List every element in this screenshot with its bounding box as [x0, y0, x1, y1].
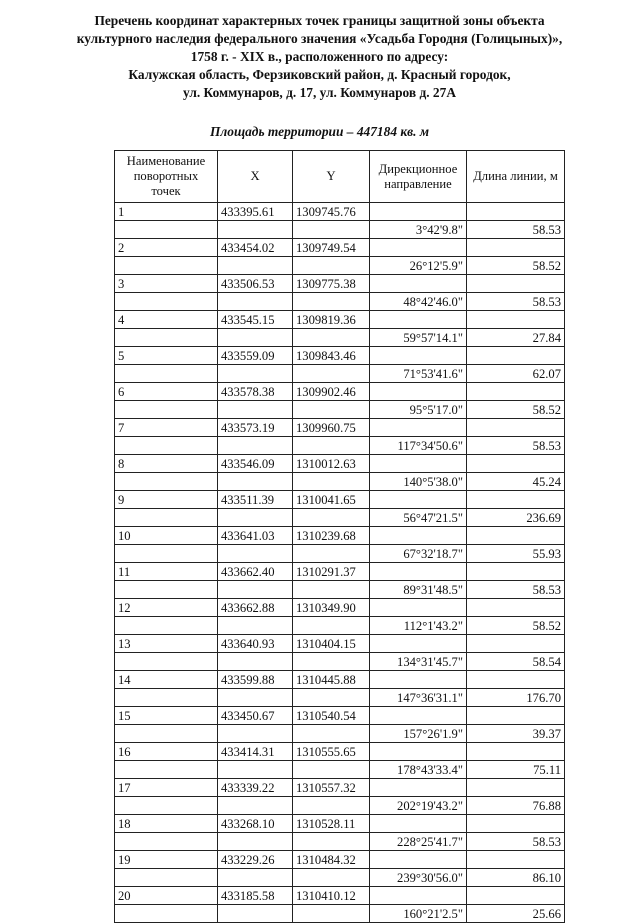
y-cell [293, 401, 370, 419]
direction-cell [370, 707, 467, 725]
direction-cell [370, 383, 467, 401]
direction-cell: 202°19'43.2" [370, 797, 467, 815]
y-cell [293, 869, 370, 887]
table-row [115, 545, 565, 563]
length-cell: 236.69 [467, 509, 565, 527]
x-cell: 433545.15 [218, 311, 293, 329]
point-name-cell [115, 509, 218, 527]
point-name-cell [115, 617, 218, 635]
table-row [115, 293, 565, 311]
x-cell: 433546.09 [218, 455, 293, 473]
x-cell [218, 257, 293, 275]
length-cell [467, 743, 565, 761]
point-name-cell [115, 797, 218, 815]
y-cell [293, 761, 370, 779]
table-row [115, 743, 565, 761]
table-row [115, 761, 565, 779]
table-row [115, 635, 565, 653]
x-cell [218, 509, 293, 527]
title-line-5: ул. Коммунаров, д. 17, ул. Коммунаров д. 27А [182, 85, 456, 100]
direction-cell: 160°21'2.5" [370, 905, 467, 923]
point-name-cell: 13 [115, 635, 218, 653]
direction-cell [370, 275, 467, 293]
x-cell: 433454.02 [218, 239, 293, 257]
point-name-cell: 4 [115, 311, 218, 329]
title-line-1: Перечень координат характерных точек границы защитной зоны объекта [94, 13, 545, 28]
direction-cell: 117°34'50.6" [370, 437, 467, 455]
header-direction: Дирекционное направление [370, 151, 467, 203]
point-name-cell [115, 545, 218, 563]
table-row [115, 905, 565, 923]
direction-cell [370, 815, 467, 833]
direction-cell: 59°57'14.1" [370, 329, 467, 347]
x-cell: 433185.58 [218, 887, 293, 905]
length-cell: 176.70 [467, 689, 565, 707]
direction-cell: 71°53'41.6" [370, 365, 467, 383]
title-line-2: культурного наследия федерального значения «Усадьба Городня (Голицыных)», [76, 31, 563, 46]
y-cell [293, 509, 370, 527]
table-row [115, 689, 565, 707]
x-cell [218, 581, 293, 599]
table-row [115, 329, 565, 347]
y-cell: 1310041.65 [293, 491, 370, 509]
direction-cell [370, 671, 467, 689]
length-cell [467, 419, 565, 437]
y-cell: 1310012.63 [293, 455, 370, 473]
y-cell [293, 257, 370, 275]
table-row [115, 779, 565, 797]
x-cell: 433641.03 [218, 527, 293, 545]
x-cell [218, 797, 293, 815]
y-cell: 1309749.54 [293, 239, 370, 257]
length-cell [467, 527, 565, 545]
point-name-cell [115, 401, 218, 419]
length-cell: 58.54 [467, 653, 565, 671]
table-row [115, 203, 565, 221]
x-cell: 433229.26 [218, 851, 293, 869]
direction-cell: 26°12'5.9" [370, 257, 467, 275]
title-line-4: Калужская область, Ферзиковский район, д. Красный городок, [128, 67, 511, 82]
length-cell: 86.10 [467, 869, 565, 887]
direction-cell [370, 851, 467, 869]
y-cell [293, 545, 370, 563]
length-cell: 58.52 [467, 617, 565, 635]
length-cell: 27.84 [467, 329, 565, 347]
table-row [115, 365, 565, 383]
length-cell: 39.37 [467, 725, 565, 743]
length-cell: 75.11 [467, 761, 565, 779]
table-row [115, 257, 565, 275]
table-row [115, 221, 565, 239]
point-name-cell: 15 [115, 707, 218, 725]
length-cell: 58.53 [467, 833, 565, 851]
x-cell: 433506.53 [218, 275, 293, 293]
point-name-cell: 1 [115, 203, 218, 221]
point-name-cell [115, 653, 218, 671]
length-cell: 58.52 [467, 257, 565, 275]
table-row [115, 401, 565, 419]
length-cell: 58.53 [467, 437, 565, 455]
y-cell: 1310540.54 [293, 707, 370, 725]
direction-cell: 48°42'46.0" [370, 293, 467, 311]
direction-cell: 178°43'33.4" [370, 761, 467, 779]
table-row [115, 311, 565, 329]
length-cell [467, 707, 565, 725]
table-header-row [115, 151, 565, 203]
x-cell: 433573.19 [218, 419, 293, 437]
y-cell [293, 329, 370, 347]
x-cell: 433450.67 [218, 707, 293, 725]
y-cell: 1310410.12 [293, 887, 370, 905]
point-name-cell: 12 [115, 599, 218, 617]
x-cell [218, 545, 293, 563]
x-cell: 433578.38 [218, 383, 293, 401]
table-row [115, 581, 565, 599]
table-row [115, 275, 565, 293]
point-name-cell: 20 [115, 887, 218, 905]
point-name-cell [115, 257, 218, 275]
length-cell [467, 275, 565, 293]
direction-cell [370, 491, 467, 509]
x-cell: 433599.88 [218, 671, 293, 689]
point-name-cell [115, 725, 218, 743]
x-cell [218, 833, 293, 851]
document-title [20, 12, 619, 102]
length-cell [467, 383, 565, 401]
direction-cell [370, 311, 467, 329]
point-name-cell [115, 329, 218, 347]
table-row [115, 797, 565, 815]
y-cell [293, 689, 370, 707]
direction-cell [370, 779, 467, 797]
table-body [115, 203, 565, 923]
point-name-cell [115, 365, 218, 383]
x-cell [218, 221, 293, 239]
direction-cell: 56°47'21.5" [370, 509, 467, 527]
y-cell: 1310557.32 [293, 779, 370, 797]
direction-cell: 67°32'18.7" [370, 545, 467, 563]
point-name-cell [115, 473, 218, 491]
table-row [115, 887, 565, 905]
x-cell [218, 653, 293, 671]
x-cell [218, 689, 293, 707]
length-cell [467, 347, 565, 365]
point-name-cell: 18 [115, 815, 218, 833]
table-row [115, 869, 565, 887]
direction-cell: 112°1'43.2" [370, 617, 467, 635]
direction-cell [370, 743, 467, 761]
direction-cell: 89°31'48.5" [370, 581, 467, 599]
length-cell: 62.07 [467, 365, 565, 383]
length-cell: 58.53 [467, 293, 565, 311]
y-cell: 1309843.46 [293, 347, 370, 365]
length-cell: 45.24 [467, 473, 565, 491]
point-name-cell [115, 761, 218, 779]
y-cell [293, 905, 370, 923]
table-row [115, 509, 565, 527]
table-row [115, 239, 565, 257]
point-name-cell [115, 581, 218, 599]
y-cell [293, 581, 370, 599]
header-x: X [218, 151, 293, 203]
direction-cell: 239°30'56.0" [370, 869, 467, 887]
x-cell [218, 329, 293, 347]
point-name-cell: 14 [115, 671, 218, 689]
y-cell: 1309775.38 [293, 275, 370, 293]
title-line-3: 1758 г. - XIX в., расположенного по адресу: [190, 49, 449, 64]
y-cell: 1310404.15 [293, 635, 370, 653]
direction-cell: 228°25'41.7" [370, 833, 467, 851]
point-name-cell: 19 [115, 851, 218, 869]
point-name-cell: 9 [115, 491, 218, 509]
table-row [115, 455, 565, 473]
length-cell: 55.93 [467, 545, 565, 563]
table-row [115, 617, 565, 635]
direction-cell: 3°42'9.8" [370, 221, 467, 239]
point-name-cell [115, 221, 218, 239]
x-cell [218, 725, 293, 743]
x-cell [218, 293, 293, 311]
direction-cell [370, 599, 467, 617]
length-cell [467, 203, 565, 221]
y-cell: 1309819.36 [293, 311, 370, 329]
y-cell [293, 617, 370, 635]
direction-cell [370, 347, 467, 365]
y-cell [293, 221, 370, 239]
length-cell [467, 599, 565, 617]
direction-cell [370, 419, 467, 437]
y-cell: 1310239.68 [293, 527, 370, 545]
y-cell [293, 725, 370, 743]
point-name-cell [115, 869, 218, 887]
table-row [115, 671, 565, 689]
y-cell: 1309960.75 [293, 419, 370, 437]
x-cell [218, 761, 293, 779]
header-y: Y [293, 151, 370, 203]
point-name-cell: 17 [115, 779, 218, 797]
direction-cell [370, 527, 467, 545]
x-cell [218, 365, 293, 383]
area-caption: Площадь территории – 447184 кв. м [209, 124, 430, 139]
point-name-cell: 16 [115, 743, 218, 761]
point-name-cell [115, 437, 218, 455]
table-row [115, 599, 565, 617]
coordinates-table [114, 150, 565, 923]
y-cell [293, 293, 370, 311]
table-row [115, 347, 565, 365]
table-row [115, 833, 565, 851]
table-row [115, 419, 565, 437]
length-cell: 58.53 [467, 581, 565, 599]
direction-cell: 157°26'1.9" [370, 725, 467, 743]
table-row [115, 653, 565, 671]
direction-cell [370, 563, 467, 581]
length-cell: 25.66 [467, 905, 565, 923]
table-row [115, 383, 565, 401]
point-name-cell: 8 [115, 455, 218, 473]
x-cell: 433662.40 [218, 563, 293, 581]
y-cell: 1310291.37 [293, 563, 370, 581]
y-cell: 1309745.76 [293, 203, 370, 221]
direction-cell: 134°31'45.7" [370, 653, 467, 671]
length-cell [467, 671, 565, 689]
table-row [115, 815, 565, 833]
length-cell [467, 779, 565, 797]
y-cell [293, 437, 370, 455]
y-cell [293, 653, 370, 671]
y-cell: 1310445.88 [293, 671, 370, 689]
direction-cell: 140°5'38.0" [370, 473, 467, 491]
x-cell [218, 869, 293, 887]
length-cell [467, 491, 565, 509]
length-cell [467, 815, 565, 833]
length-cell [467, 851, 565, 869]
direction-cell [370, 635, 467, 653]
y-cell: 1310484.32 [293, 851, 370, 869]
y-cell [293, 797, 370, 815]
point-name-cell: 6 [115, 383, 218, 401]
length-cell [467, 563, 565, 581]
table-row [115, 491, 565, 509]
x-cell: 433640.93 [218, 635, 293, 653]
length-cell [467, 239, 565, 257]
x-cell [218, 437, 293, 455]
point-name-cell [115, 293, 218, 311]
x-cell: 433414.31 [218, 743, 293, 761]
y-cell [293, 365, 370, 383]
length-cell: 76.88 [467, 797, 565, 815]
point-name-cell: 11 [115, 563, 218, 581]
length-cell: 58.53 [467, 221, 565, 239]
point-name-cell [115, 905, 218, 923]
point-name-cell: 10 [115, 527, 218, 545]
table-row [115, 851, 565, 869]
x-cell: 433268.10 [218, 815, 293, 833]
length-cell: 58.52 [467, 401, 565, 419]
table-row [115, 437, 565, 455]
x-cell: 433339.22 [218, 779, 293, 797]
table-row [115, 527, 565, 545]
length-cell [467, 887, 565, 905]
x-cell [218, 401, 293, 419]
length-cell [467, 635, 565, 653]
point-name-cell [115, 833, 218, 851]
x-cell: 433559.09 [218, 347, 293, 365]
point-name-cell: 7 [115, 419, 218, 437]
table-row [115, 563, 565, 581]
point-name-cell: 3 [115, 275, 218, 293]
direction-cell [370, 887, 467, 905]
x-cell [218, 473, 293, 491]
direction-cell: 95°5'17.0" [370, 401, 467, 419]
table-row [115, 707, 565, 725]
x-cell: 433395.61 [218, 203, 293, 221]
direction-cell [370, 239, 467, 257]
y-cell [293, 473, 370, 491]
y-cell: 1310528.11 [293, 815, 370, 833]
direction-cell [370, 203, 467, 221]
point-name-cell: 2 [115, 239, 218, 257]
y-cell: 1310349.90 [293, 599, 370, 617]
length-cell [467, 311, 565, 329]
x-cell [218, 617, 293, 635]
y-cell: 1309902.46 [293, 383, 370, 401]
table-row [115, 725, 565, 743]
header-length: Длина линии, м [467, 151, 565, 203]
y-cell: 1310555.65 [293, 743, 370, 761]
table-row [115, 473, 565, 491]
point-name-cell [115, 689, 218, 707]
y-cell [293, 833, 370, 851]
x-cell: 433662.88 [218, 599, 293, 617]
point-name-cell: 5 [115, 347, 218, 365]
direction-cell: 147°36'31.1" [370, 689, 467, 707]
x-cell: 433511.39 [218, 491, 293, 509]
direction-cell [370, 455, 467, 473]
header-point-name: Наименование поворотных точек [115, 151, 218, 203]
length-cell [467, 455, 565, 473]
x-cell [218, 905, 293, 923]
